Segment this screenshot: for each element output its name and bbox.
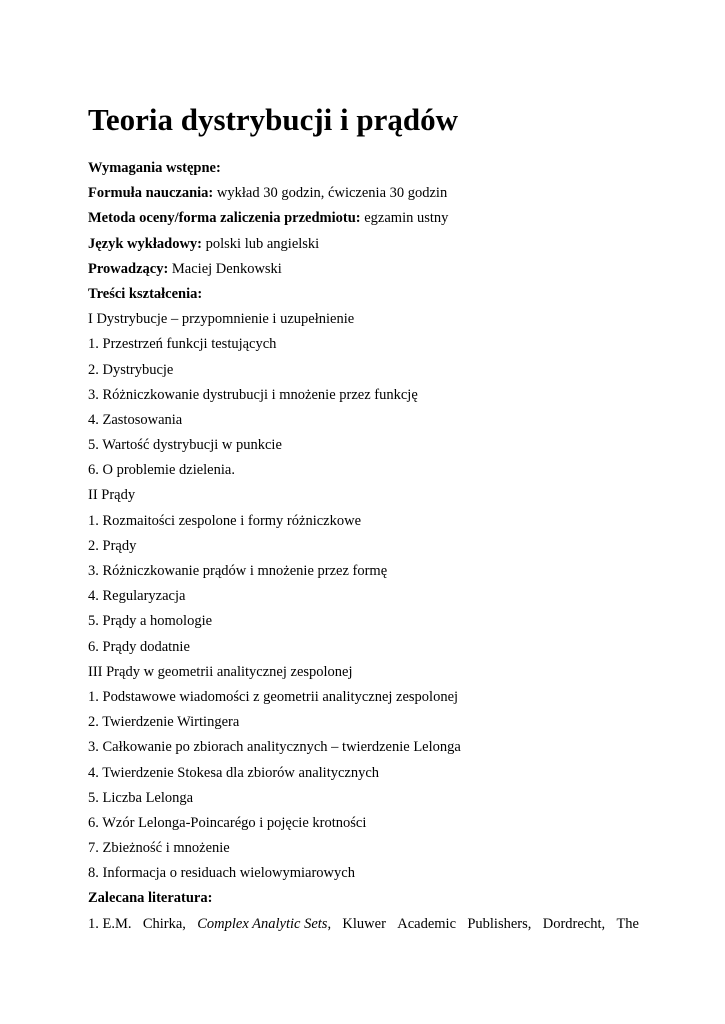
- meta-line: [88, 232, 639, 257]
- lit-continued: The: [616, 915, 639, 932]
- list-item: 6. O problemie dzielenia.: [88, 462, 235, 479]
- lit-publisher-1: Kluwer: [342, 915, 386, 932]
- literature-item: [88, 912, 639, 937]
- list-item: 5. Prądy a homologie: [88, 613, 213, 630]
- meta-label: Wymagania wstępne:: [88, 160, 221, 176]
- section-title: III Prądy w geometrii analitycznej zespolonej: [88, 663, 353, 680]
- meta-line: [88, 181, 639, 206]
- meta-value: Maciej Denkowski: [168, 260, 282, 277]
- section-title: II Prądy: [88, 487, 136, 504]
- list-item: 3. Całkowanie po zbiorach analitycznych – twierdzenie Lelonga: [88, 739, 461, 756]
- meta-line: [88, 206, 639, 231]
- meta-line: [88, 257, 639, 282]
- meta-value: egzamin ustny: [360, 210, 449, 227]
- list-item: 2. Prądy: [88, 537, 137, 554]
- course-meta: [88, 156, 639, 282]
- content-heading: Treści kształcenia:: [88, 285, 203, 302]
- meta-label: Formuła nauczania:: [88, 185, 214, 202]
- list-item: 7. Zbieżność i mnożenie: [88, 840, 230, 857]
- list-item: 5. Wartość dystrybucji w punkcie: [88, 437, 282, 454]
- section-title: I Dystrybucje – przypomnienie i uzupełnienie: [88, 311, 355, 328]
- literature-heading: Zalecana literatura:: [88, 890, 213, 907]
- list-item: 5. Liczba Lelonga: [88, 789, 194, 806]
- list-item: 2. Twierdzenie Wirtingera: [88, 714, 240, 731]
- list-item: 4. Regularyzacja: [88, 588, 186, 605]
- list-item: 6. Wzór Lelonga-Poincarégo i pojęcie krotności: [88, 814, 367, 831]
- lit-publisher-2: Academic: [397, 915, 457, 932]
- course-content: [88, 307, 639, 886]
- list-item: 8. Informacja o residuach wielowymiarowych: [88, 865, 355, 882]
- list-item: 6. Prądy dodatnie: [88, 638, 190, 655]
- list-item: 2. Dystrybucje: [88, 361, 174, 378]
- list-item: 4. Zastosowania: [88, 411, 183, 428]
- list-item: 3. Różniczkowanie dystrubucji i mnożenie przez funkcję: [88, 386, 418, 403]
- meta-value: wykład 30 godzin, ćwiczenia 30 godzin: [213, 185, 448, 202]
- meta-label: Prowadzący:: [88, 260, 169, 277]
- lit-book-title: Complex Analytic Sets,: [197, 915, 332, 932]
- lit-publisher-3: Publishers,: [467, 915, 532, 932]
- meta-line: [88, 156, 639, 181]
- meta-label: Metoda oceny/forma zaliczenia przedmiotu:: [88, 210, 361, 227]
- lit-author-name: Chirka,: [142, 915, 186, 932]
- meta-label: Język wykładowy:: [88, 235, 202, 252]
- document-page: [88, 100, 639, 937]
- list-item: 1. Podstawowe wiadomości z geometrii analitycznej zespolonej: [88, 688, 459, 705]
- list-item: 4. Twierdzenie Stokesa dla zbiorów analitycznych: [88, 764, 380, 781]
- lit-author-initials: 1. E.M.: [88, 915, 132, 932]
- lit-city: Dordrecht,: [542, 915, 606, 932]
- list-item: 3. Różniczkowanie prądów i mnożenie przez formę: [88, 563, 388, 579]
- document-title: Teoria dystrybucji i prądów: [88, 102, 459, 137]
- list-item: 1. Przestrzeń funkcji testujących: [88, 336, 277, 353]
- list-item: 1. Rozmaitości zespolone i formy różniczkowe: [88, 512, 362, 529]
- meta-value: polski lub angielski: [202, 235, 320, 252]
